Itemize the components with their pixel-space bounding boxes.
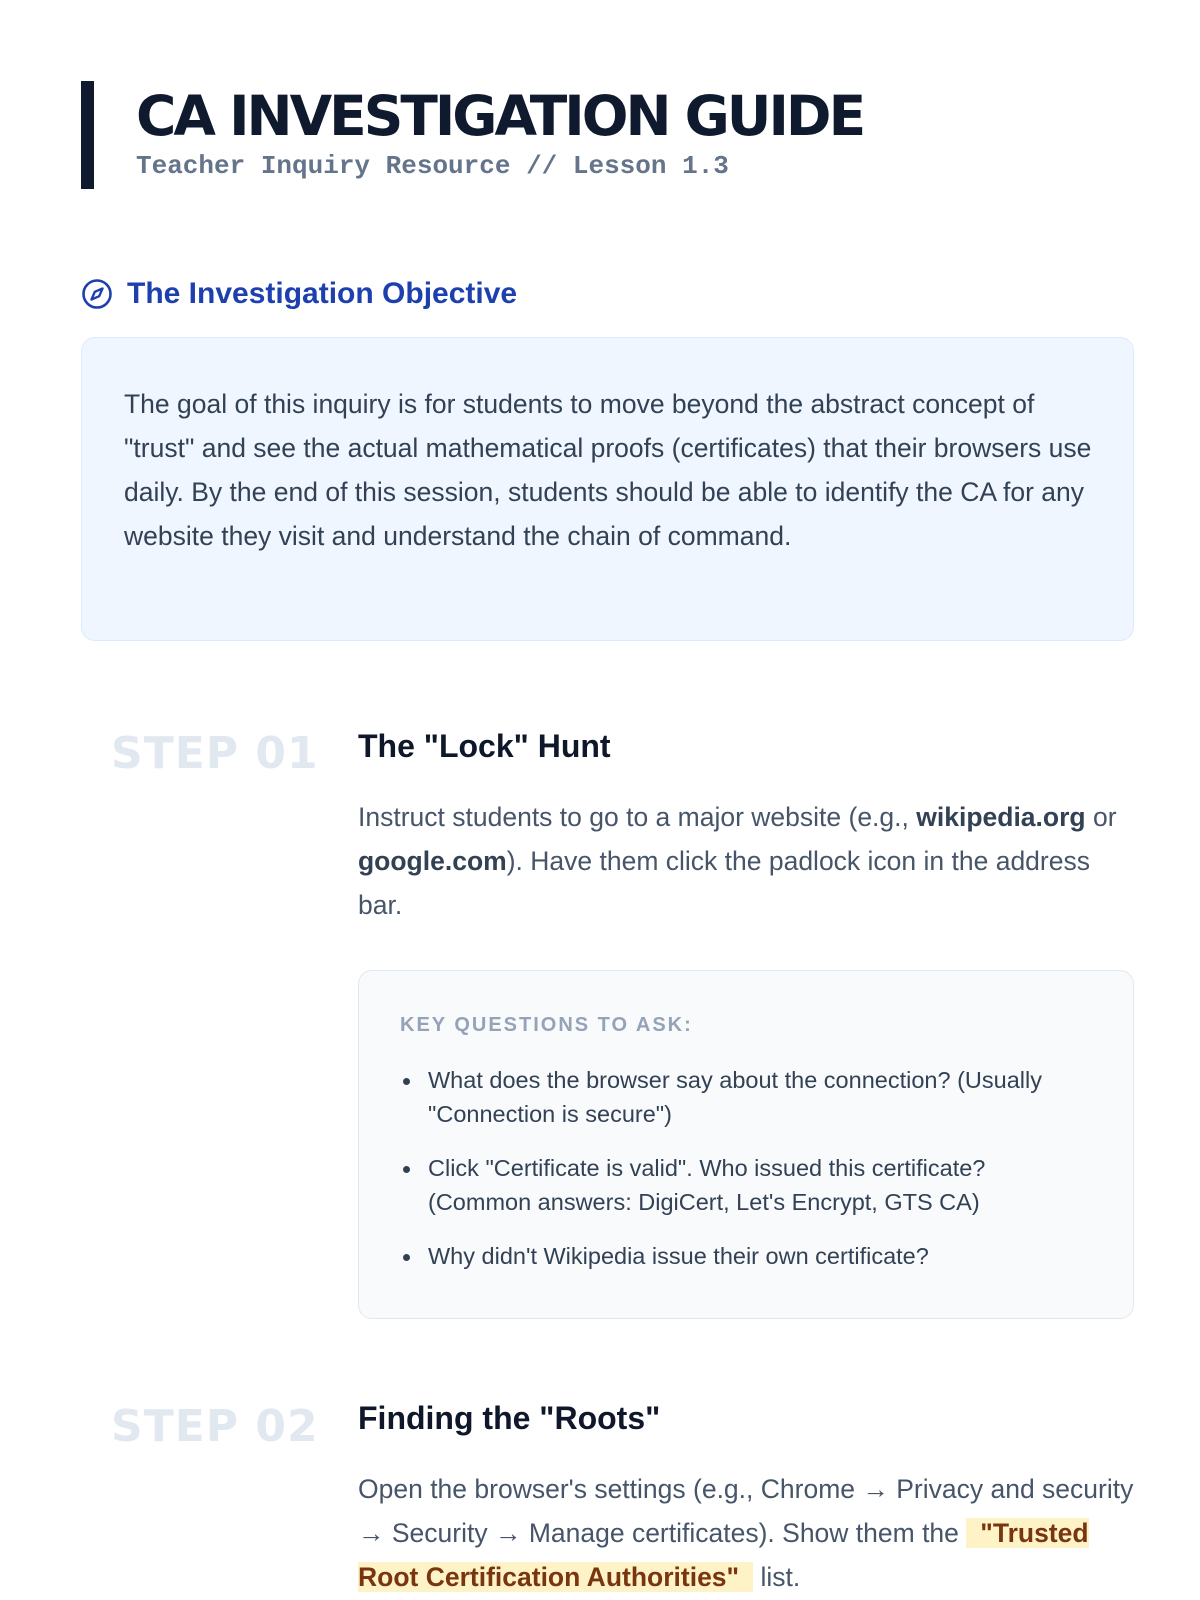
step-1-site-2: google.com xyxy=(358,846,507,876)
step-2-text: Open the browser's settings (e.g., Chrome → Privacy and security → Security → Manage certificates). Show them the "Trusted Root Certification Authorities" list. xyxy=(358,1474,1134,1592)
page-subtitle: Teacher Inquiry Resource // Lesson 1.3 xyxy=(136,151,729,181)
highlighted-term: "Trusted Root Certification Authorities" xyxy=(358,1518,1089,1592)
step-2-title: Finding the "Roots" xyxy=(358,1400,661,1436)
page-header xyxy=(81,81,981,189)
header-accent-bar xyxy=(81,81,94,189)
key-questions-list xyxy=(400,1063,1093,1273)
objective-heading xyxy=(81,274,517,314)
key-questions-title: KEY QUESTIONS TO ASK: xyxy=(400,1014,693,1036)
step-2-label: STEP 02 xyxy=(111,1401,319,1452)
list-item: Click "Certificate is valid". Who issued this certificate? (Common answers: DigiCert, Let's Encrypt, GTS CA) xyxy=(400,1151,1093,1219)
list-item: Why didn't Wikipedia issue their own certificate? xyxy=(400,1239,1093,1273)
step-1-label: STEP 01 xyxy=(111,728,319,779)
objective-text: The goal of this inquiry is for students to move beyond the abstract concept of "trust" and see the actual mathematical proofs (certificates) that their browsers use daily. By the end of this session, students should be able to identify the CA for any website they visit and understand the chain of command. xyxy=(124,389,1092,551)
objective-title: The Investigation Objective xyxy=(127,277,518,310)
compass-icon xyxy=(81,278,113,310)
step-1-title: The "Lock" Hunt xyxy=(358,728,611,764)
page-title: CA INVESTIGATION GUIDE xyxy=(136,84,864,148)
step-1-site-1: wikipedia.org xyxy=(916,802,1086,832)
list-item: What does the browser say about the connection? (Usually "Connection is secure") xyxy=(400,1063,1093,1131)
key-questions-card xyxy=(358,970,1134,1319)
step-1-text: Instruct students to go to a major website (e.g., wikipedia.org or google.com). Have them click the padlock icon in the address bar. xyxy=(358,802,1117,920)
objective-card xyxy=(81,337,1134,641)
